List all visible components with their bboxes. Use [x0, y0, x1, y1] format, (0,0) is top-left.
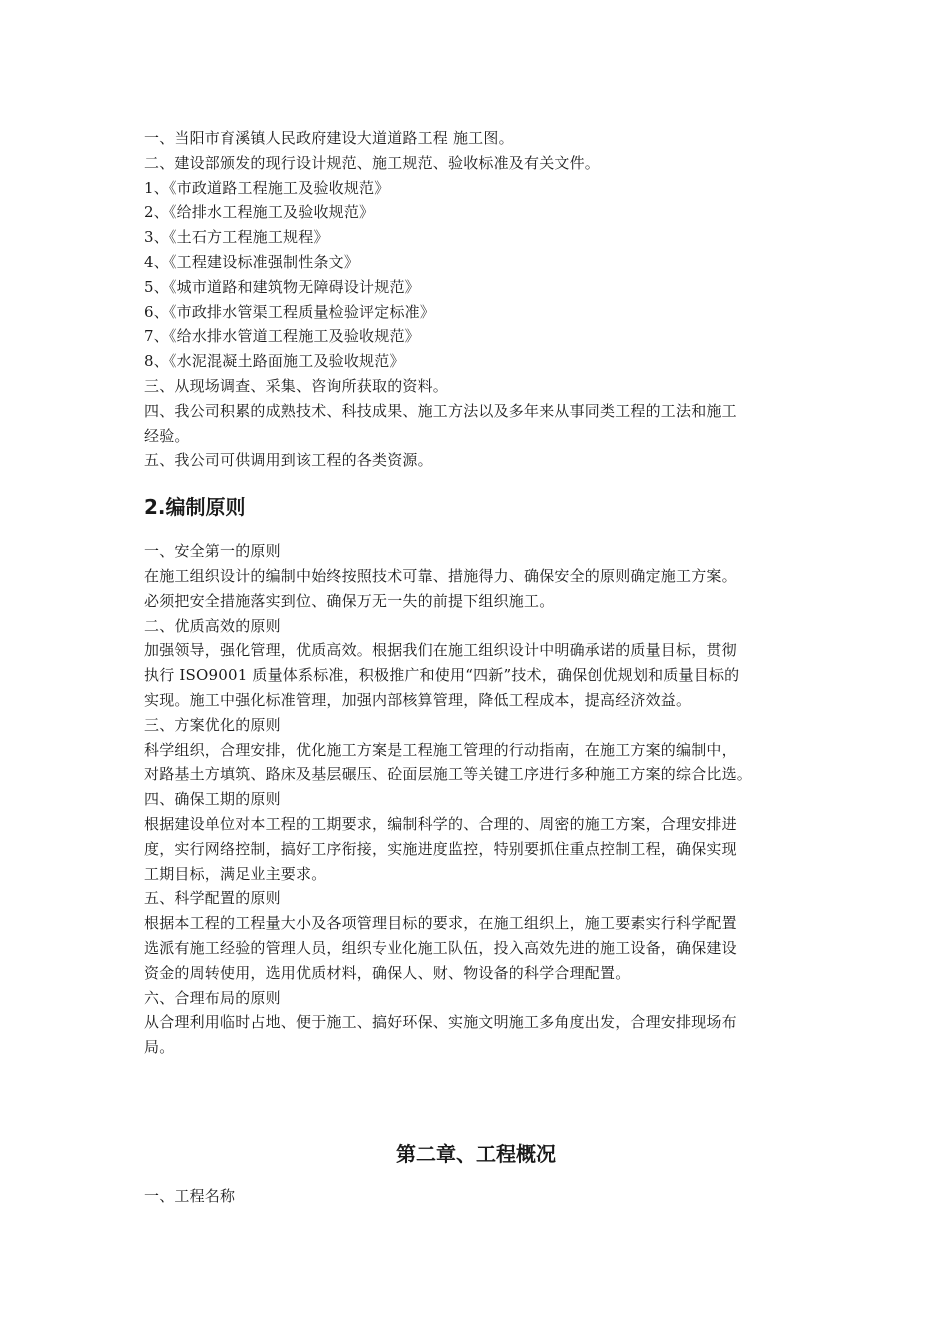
basis-line: 三、从现场调查、采集、咨询所获取的资料。	[144, 376, 449, 395]
principle-line: 资金的周转使用，选用优质材料，确保人、财、物设备的科学合理配置。	[144, 963, 631, 982]
principle-line: 选派有施工经验的管理人员，组织专业化施工队伍，投入高效先进的施工设备，确保建设	[144, 938, 737, 957]
basis-line: 2、《给排水工程施工及验收规范》	[144, 203, 375, 222]
project-name-line: 一、工程名称	[144, 1187, 236, 1205]
principle-line: 局。	[144, 1038, 175, 1057]
basis-line: 一、当阳市育溪镇人民政府建设大道道路工程 施工图。	[144, 129, 514, 147]
section-heading: 2.编制原则	[144, 495, 246, 520]
principle-line: 执行 ISO9001 质量体系标准，积极推广和使用“四新”技术，确保创优规划和质量目标的	[144, 666, 740, 685]
basis-line: 五、我公司可供调用到该工程的各类资源。	[144, 451, 433, 470]
basis-line: 8、《水泥混凝土路面施工及验收规范》	[144, 352, 405, 371]
principle-line: 六、合理布局的原则	[144, 988, 281, 1007]
principle-line: 科学组织，合理安排，优化施工方案是工程施工管理的行动指南，在施工方案的编制中，	[144, 740, 737, 759]
principle-line: 二、优质高效的原则	[144, 616, 281, 635]
principle-line: 实现。施工中强化标准管理，加强内部核算管理，降低工程成本，提高经济效益。	[144, 690, 692, 709]
principles-list	[144, 539, 808, 1060]
principle-line: 四、确保工期的原则	[144, 790, 281, 809]
basis-line: 经验。	[144, 426, 190, 445]
principle-line: 工期目标，满足业主要求。	[144, 864, 327, 883]
principle-line: 在施工组织设计的编制中始终按照技术可靠、措施得力、确保安全的原则确定施工方案。	[144, 566, 737, 585]
basis-list	[144, 126, 808, 473]
principle-line: 一、安全第一的原则	[144, 542, 281, 561]
principle-line: 三、方案优化的原则	[144, 715, 281, 734]
basis-line: 3、《土石方工程施工规程》	[144, 228, 329, 247]
basis-line: 四、我公司积累的成熟技术、科技成果、施工方法以及多年来从事同类工程的工法和施工	[144, 401, 737, 420]
document-body	[144, 126, 808, 1205]
principle-line: 从合理利用临时占地、便于施工、搞好环保、实施文明施工多角度出发，合理安排现场布	[144, 1013, 737, 1032]
chapter-body	[144, 1184, 808, 1209]
basis-line: 6、《市政排水管渠工程质量检验评定标准》	[144, 302, 436, 321]
principle-line: 五、科学配置的原则	[144, 889, 281, 908]
principle-line: 根据建设单位对本工程的工期要求，编制科学的、合理的、周密的施工方案，合理安排进	[144, 814, 737, 833]
basis-line: 7、《给水排水管道工程施工及验收规范》	[144, 327, 420, 346]
principle-line: 度，实行网络控制，搞好工序衔接，实施进度监控，特别要抓住重点控制工程，确保实现	[144, 839, 737, 858]
principle-line: 加强领导，强化管理，优质高效。根据我们在施工组织设计中明确承诺的质量目标，贯彻	[144, 641, 737, 660]
basis-line: 二、建设部颁发的现行设计规范、施工规范、验收标准及有关文件。	[144, 153, 601, 172]
basis-line: 4、《工程建设标准强制性条文》	[144, 252, 360, 271]
principle-line: 根据本工程的工程量大小及各项管理目标的要求，在施工组织上，施工要素实行科学配置	[144, 914, 737, 933]
principle-line: 必须把安全措施落实到位、确保万无一失的前提下组织施工。	[144, 591, 555, 610]
principle-line: 对路基土方填筑、路床及基层碾压、砼面层施工等关键工序进行多种施工方案的综合比选。	[144, 765, 753, 784]
basis-line: 5、《城市道路和建筑物无障碍设计规范》	[144, 277, 420, 296]
chapter-heading: 第二章、工程概况	[396, 1142, 556, 1166]
basis-line: 1、《市政道路工程施工及验收规范》	[144, 178, 390, 197]
